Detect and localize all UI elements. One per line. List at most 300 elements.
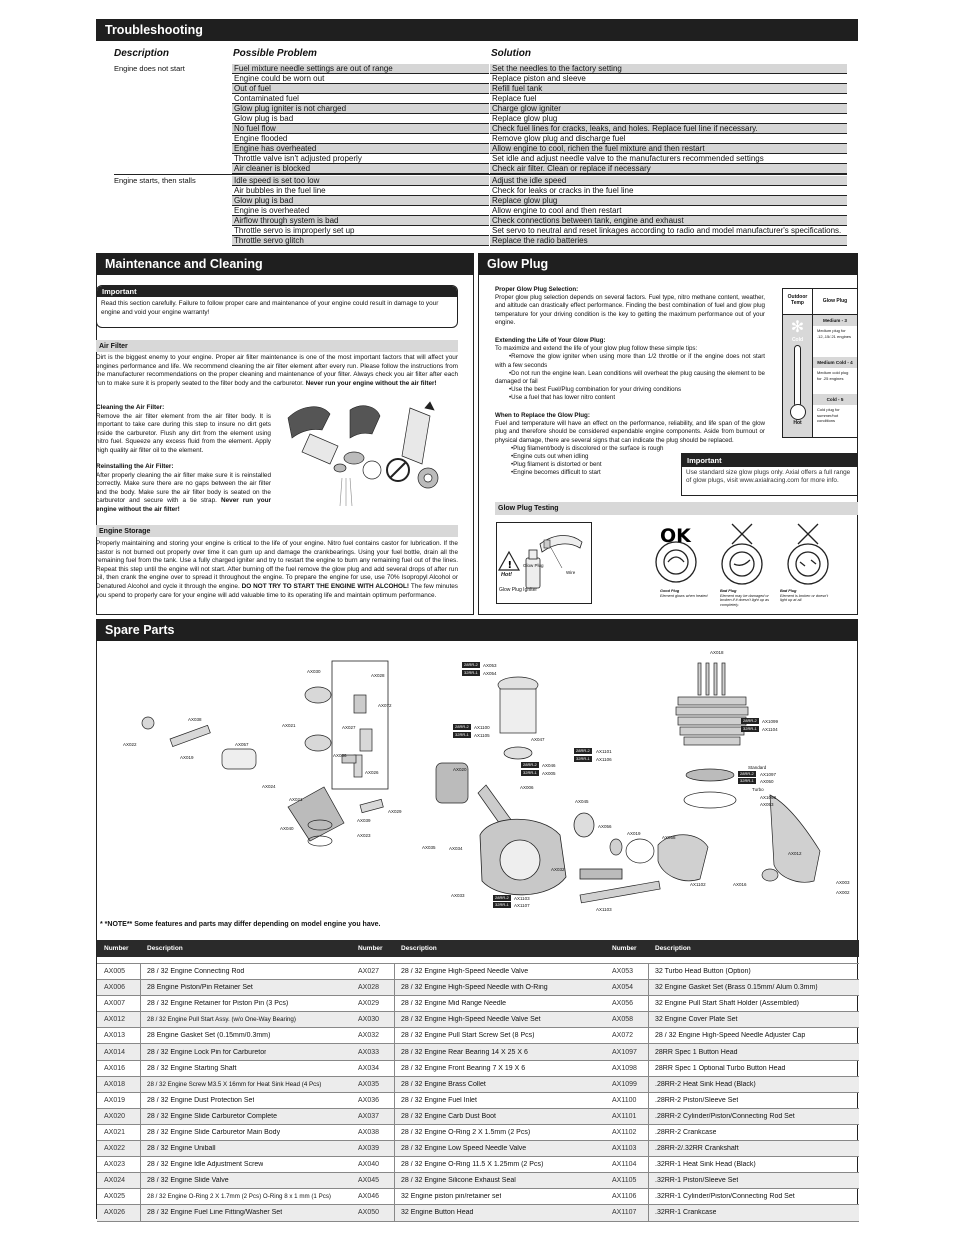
solution: Remove glow plug and discharge fuel — [490, 134, 847, 144]
part-row — [351, 980, 605, 996]
part-callout: AX030 — [307, 669, 321, 674]
part-number: AX056 — [605, 996, 649, 1011]
plug-state — [660, 589, 722, 598]
troubleshooting-row — [96, 74, 858, 84]
part-description: .32RR-1 Heat Sink Head (Black) — [655, 1161, 756, 1169]
replace-tip: •Plug filament is distorted or bent — [511, 461, 602, 469]
part-description: .32RR-1 Cylinder/Piston/Connecting Rod Set — [655, 1193, 795, 1201]
part-callout: AX053 — [483, 663, 497, 668]
part-description: 28 / 32 Engine Starting Shaft — [147, 1064, 237, 1072]
part-description: 28 / 32 Engine Slide Carburetor Main Body — [147, 1128, 281, 1136]
part-row — [97, 1125, 351, 1141]
air-filter-illustration — [280, 398, 465, 516]
part-description: 32 Turbo Head Button (Option) — [655, 968, 751, 976]
part-row — [605, 980, 859, 996]
troubleshooting-row — [96, 144, 858, 154]
possible-problem: Throttle servo is improperly set up — [232, 226, 489, 236]
part-description: 28 Engine Gasket Set (0.15mm/0.3mm) — [147, 1032, 271, 1040]
model-tag: 32RR-1 — [455, 732, 469, 737]
part-row — [97, 996, 351, 1012]
part-row — [351, 1173, 605, 1189]
part-description: .28RR-2 Heat Sink Head (Black) — [655, 1080, 756, 1088]
thermometer — [783, 315, 813, 437]
plug-state-title: Bad Plug — [720, 589, 737, 593]
part-callout: AX039 — [357, 818, 371, 823]
parts-table — [351, 940, 605, 1222]
part-callout: AX024 — [262, 784, 276, 789]
part-callout: AX003 — [836, 880, 850, 885]
part-description: 28 / 32 Engine Uniball — [147, 1145, 216, 1153]
troubleshooting-row — [96, 196, 858, 206]
part-callout: AX027 — [342, 725, 356, 730]
part-callout: AX023 — [357, 833, 371, 838]
number-header: Number — [358, 945, 383, 952]
part-row — [605, 1157, 859, 1173]
part-description: 28 / 32 Engine Screw M3.5 X 16mm for Heat Sink Head (4 Pcs) — [147, 1080, 322, 1088]
part-callout: AX018 — [710, 650, 724, 655]
model-tag: 28RR-2 — [464, 662, 478, 667]
model-tag: 32RR-1 — [495, 902, 509, 907]
possible-problem: Engine flooded — [232, 134, 489, 144]
troubleshooting-row — [96, 64, 858, 74]
part-callout: AX019 — [627, 831, 641, 836]
part-number: AX072 — [605, 1028, 649, 1043]
hot-label: Hot — [793, 420, 802, 426]
possible-problem: Out of fuel — [232, 84, 489, 94]
part-number: AX037 — [351, 1109, 395, 1124]
air-filter-text — [96, 354, 458, 388]
part-number: AX1103 — [605, 1141, 649, 1156]
part-callout: Standard — [748, 765, 767, 770]
model-tag: 28RR-2 — [495, 895, 509, 900]
part-number: AX1098 — [605, 1061, 649, 1076]
plug-grade: Cold - 5 — [813, 394, 857, 405]
description-header: Description — [401, 945, 437, 952]
outdoor-temp-header: Outdoor Temp — [783, 289, 813, 314]
part-row — [97, 1061, 351, 1077]
troubleshooting-row — [96, 114, 858, 124]
part-callout: AX056 — [598, 824, 612, 829]
part-description: 32 Engine Cover Plate Set — [655, 1016, 738, 1024]
solution: Check for leaks or cracks in the fuel line — [490, 186, 847, 196]
troubleshooting-row — [96, 154, 858, 164]
part-description: .28RR-2 Piston/Sleeve Set — [655, 1096, 739, 1104]
part-row — [351, 1205, 605, 1221]
spare-parts-title: Spare Parts — [96, 619, 858, 641]
selection-title: Proper Glow Plug Selection: — [495, 286, 579, 293]
possible-problem: Idle speed is set too low — [232, 176, 489, 186]
part-row — [605, 1109, 859, 1125]
part-row — [605, 1061, 859, 1077]
model-tag: 32RR-1 — [576, 756, 590, 761]
part-description: 28 / 32 Engine Brass Collet — [401, 1080, 486, 1088]
part-callout: AX058 — [662, 835, 676, 840]
part-description: 28 / 32 Engine Silicone Exhaust Seal — [401, 1177, 516, 1185]
glow-plug-testing-label: Glow Plug Testing — [495, 502, 858, 515]
part-callout: AX1107 — [514, 903, 530, 908]
part-description: 28 / 32 Engine Slide Carburetor Complete — [147, 1112, 277, 1120]
part-description: 28 / 32 Engine High-Speed Needle with O-Ring — [401, 984, 548, 992]
part-description: 28 / 32 Engine Idle Adjustment Screw — [147, 1161, 264, 1169]
extend-tip: •Do not run the engine lean. Lean conditions will overheat the plug causing the element to be damaged or fail — [495, 369, 765, 386]
part-row — [605, 1044, 859, 1060]
troubleshooting-title: Troubleshooting — [96, 19, 858, 41]
solution: Replace glow plug — [490, 196, 847, 206]
plug-note: Medium cold plug for .25 engines — [817, 370, 849, 381]
reinstall-section — [96, 463, 271, 515]
part-number: AX030 — [351, 1012, 395, 1027]
part-callout: AX057 — [235, 742, 249, 747]
part-row — [97, 1109, 351, 1125]
part-callout: AX1103 — [514, 896, 530, 901]
model-tag: 28RR-2 — [740, 771, 754, 776]
part-row — [97, 1173, 351, 1189]
extend-tip: •Remove the glow igniter when using more than 1/2 throttle or if the engine does not start with a few seconds — [495, 353, 765, 369]
part-number: AX1099 — [605, 1077, 649, 1092]
part-description: 28 / 32 Engine Dust Protection Set — [147, 1096, 255, 1104]
part-number: AX040 — [351, 1157, 395, 1172]
part-description: 28 / 32 Engine Connecting Rod — [147, 968, 245, 976]
issue-description: Engine does not start — [114, 64, 185, 73]
selection-text: Proper glow plug selection depends on several factors. Fuel type, nitro methane content, weather, and altitude can drastically effect performance. Finding the best combination of fuel and glow plug temperature for your driving condition is the key to getting the maximum performance out of your engine. — [495, 294, 765, 326]
selection-section — [495, 286, 765, 327]
part-row — [351, 964, 605, 980]
part-row — [351, 1141, 605, 1157]
glow-plug-header: Glow Plug — [822, 298, 848, 304]
issue-description: Engine starts, then stalls — [114, 176, 196, 185]
part-number: AX028 — [351, 980, 395, 995]
troubleshooting-row — [96, 124, 858, 134]
glow-igniter-icon — [526, 536, 582, 589]
bad-plug-damaged-icon — [722, 524, 762, 584]
part-number: AX046 — [351, 1189, 395, 1204]
plug-state-title: Bad Plug — [780, 589, 797, 593]
part-callout: AX045 — [575, 799, 589, 804]
possible-problem: No fuel flow — [232, 124, 489, 134]
part-number: AX038 — [351, 1125, 395, 1140]
part-row — [605, 1141, 859, 1157]
solution: Allow engine to cool, richen the fuel mixture and then restart — [490, 144, 847, 154]
extend-tip: •Use a fuel that has lower nitro content — [509, 394, 616, 402]
part-number: AX032 — [351, 1028, 395, 1043]
part-number: AX023 — [97, 1157, 141, 1172]
part-description: 28 / 32 Engine Fuel Line Fitting/Washer Set — [147, 1209, 283, 1217]
glow-important-label: Important — [682, 454, 857, 467]
part-description: 32 Engine Pull Start Shaft Holder (Assembled) — [655, 1000, 799, 1008]
bad-plug-broken-icon — [788, 524, 828, 584]
part-number: AX019 — [97, 1093, 141, 1108]
part-callout: AX040 — [280, 826, 294, 831]
part-number: AX058 — [605, 1012, 649, 1027]
model-tag: 28RR-2 — [455, 724, 469, 729]
extend-title: Extending the Life of Your Glow Plug: — [495, 337, 606, 344]
model-tag: 32RR-1 — [743, 726, 757, 731]
part-number: AX012 — [97, 1012, 141, 1027]
part-number: AX013 — [97, 1028, 141, 1043]
part-callout: AX1102 — [690, 882, 706, 887]
part-number: AX018 — [97, 1077, 141, 1092]
ok-mark: OK — [660, 525, 691, 547]
part-callout: AX006 — [520, 785, 534, 790]
col-possible-problem: Possible Problem — [233, 48, 317, 59]
model-tag: 28RR-2 — [743, 718, 757, 723]
part-callout: AX005 — [542, 771, 556, 776]
part-row — [351, 1157, 605, 1173]
troubleshooting-header — [96, 45, 858, 63]
part-row — [605, 1077, 859, 1093]
troubleshooting-row — [96, 236, 858, 246]
solution: Replace glow plug — [490, 114, 847, 124]
part-row — [351, 996, 605, 1012]
part-row — [605, 964, 859, 980]
troubleshooting-table — [96, 64, 858, 246]
part-description: 28 / 32 Engine Lock Pin for Carburetor — [147, 1048, 267, 1056]
storage-body: Properly maintaining and storing your engine is critical to the life of your engine. Nitro fuel contains castor for lubrication. If the castor is not burned out properly over time it can gum up and damage the crankbearings. Using your fuel bottle, drain all the remaining fuel from the tank. Use a fully charged igniter and try to restart the engine to burn any remaining fuel out of the lines. Repeat this step until the engine will not start. After burning off the fuel remove the glow plug and add several drops of after run oil, then crank the engine over to spread it throughout the engine. To prepare the engine for use, use 70% Isopropyl Alcohol or Denatured Alcohol and cycle it through the engine. — [96, 540, 458, 590]
part-row — [351, 1028, 605, 1044]
replace-title: When to Replace the Glow Plug: — [495, 412, 590, 419]
model-tag: 28RR-2 — [576, 748, 590, 753]
part-callout: AX072 — [378, 703, 392, 708]
part-number: AX1106 — [605, 1189, 649, 1204]
part-callout: AX021 — [282, 723, 296, 728]
part-row — [97, 1141, 351, 1157]
troubleshooting-row — [96, 186, 858, 196]
part-number: AX036 — [351, 1093, 395, 1108]
solution: Refill fuel tank — [490, 84, 847, 94]
part-callout: AX050 — [760, 779, 774, 784]
part-callout: AX053 — [760, 802, 774, 807]
cleaning-text: Remove the air filter element from the air filter body. It is important to take care during this step to insure no dirt gets inside the carburetor. Flush any dirt from the element using nitro fuel. Squeeze any excess fluid from the element. Apply high quality air filter oil to the element. — [96, 412, 271, 454]
part-number: AX006 — [97, 980, 141, 995]
possible-problem: Glow plug is bad — [232, 196, 489, 206]
svg-text:!: ! — [507, 560, 513, 571]
part-description: 28 / 32 Engine Pull Start Screw Set (8 Pcs) — [401, 1032, 535, 1040]
plug-state-note: Element is broken or doesn't light up at all. — [780, 593, 829, 602]
glow-plug-title: Glow Plug — [478, 253, 858, 275]
part-number: AX027 — [351, 964, 395, 979]
plug-note: Cold plug for summer/hot conditions — [817, 407, 840, 423]
part-callout: AX029 — [388, 809, 402, 814]
wire-label: Wire — [566, 570, 576, 575]
part-number: AX1104 — [605, 1157, 649, 1172]
troubleshooting-row — [96, 94, 858, 104]
col-solution: Solution — [491, 48, 531, 59]
glow-important-text: Use standard size glow plugs only. Axial offers a full range of glow plugs, visit www.axialracing.com for more info. — [686, 469, 851, 484]
part-number: AX025 — [97, 1189, 141, 1204]
part-description: .32RR-1 Crankcase — [655, 1209, 717, 1217]
spare-parts-note: * *NOTE** Some features and parts may differ depending on model engine you have. — [100, 921, 381, 928]
part-number: AX1105 — [605, 1173, 649, 1188]
solution: Check fuel lines for cracks, leaks, and holes. Replace fuel line if necessary. — [490, 124, 847, 134]
part-description: 32 Engine piston pin/retainer set — [401, 1193, 502, 1201]
part-description: 28 / 32 Engine Mid Range Needle — [401, 1000, 507, 1008]
part-callout: AX046 — [542, 763, 556, 768]
part-number: AX053 — [605, 964, 649, 979]
part-number: AX1097 — [605, 1044, 649, 1059]
model-tag: 32RR-1 — [464, 670, 478, 675]
part-number: AX1102 — [605, 1125, 649, 1140]
warning-icon — [499, 552, 519, 571]
part-callout: AX032 — [551, 867, 565, 872]
maintenance-important-box — [96, 285, 458, 328]
model-tag: 32RR-1 — [523, 770, 537, 775]
parts-table-header — [97, 940, 351, 957]
part-row — [351, 1125, 605, 1141]
cleaning-title: Cleaning the Air Filter: — [96, 404, 165, 411]
part-number: AX039 — [351, 1141, 395, 1156]
gloved-hand-icon — [288, 406, 380, 438]
part-description: .28RR-2 Cylinder/Piston/Connecting Rod Set — [655, 1112, 795, 1120]
description-header: Description — [655, 945, 691, 952]
extend-intro: To maximize and extend the life of your glow plug follow these simple tips: — [495, 345, 698, 353]
solution: Check connections between tank, engine and exhaust — [490, 216, 847, 226]
solution: Set idle and adjust needle valve to the manufacturers recommended settings — [490, 154, 847, 164]
air-filter-label: Air Filter — [96, 340, 458, 352]
important-label: Important — [97, 286, 457, 297]
part-callout: AX022 — [123, 742, 137, 747]
part-callout: AX026 — [365, 770, 379, 775]
plug-state-title: Good Plug — [660, 589, 680, 593]
extend-tip: •Use the best Fuel/Plug combination for your driving conditions — [509, 386, 682, 394]
air-filter-warning: Never run your engine without the air filter! — [305, 379, 437, 387]
part-callout: AX1104 — [762, 727, 778, 732]
troubleshooting-row — [96, 226, 858, 236]
parts-table — [605, 940, 859, 1222]
part-callout: AX1105 — [474, 733, 490, 738]
igniter-label: Glow Plug Igniter — [499, 587, 538, 593]
part-row — [97, 1157, 351, 1173]
part-description: 28 / 32 Engine Carb Dust Boot — [401, 1112, 496, 1120]
cold-label: Cold — [791, 337, 804, 343]
part-number: AX1107 — [605, 1205, 649, 1220]
part-callout: AX020 — [453, 767, 467, 772]
part-callout: AX1100 — [474, 725, 490, 730]
solution: Replace fuel — [490, 94, 847, 104]
troubleshooting-row — [96, 206, 858, 216]
part-number: AX007 — [97, 996, 141, 1011]
glow-plug-label: Glow Plug — [523, 563, 544, 568]
reinstall-title: Reinstalling the Air Filter: — [96, 463, 174, 470]
plug-grade: Medium - 3 — [813, 315, 857, 326]
part-callout: AX054 — [483, 671, 497, 676]
part-number: AX050 — [351, 1205, 395, 1220]
part-description: 28 / 32 Engine Fuel Inlet — [401, 1096, 477, 1104]
plug-state-note: Element may be damaged or broken if it doesn't light up as completely. — [720, 593, 770, 607]
storage-text — [96, 540, 458, 600]
part-number: AX014 — [97, 1044, 141, 1059]
troubleshooting-row — [96, 164, 858, 174]
description-header: Description — [147, 945, 183, 952]
replace-tip: •Plug filament/body is discolored or the surface is rough — [511, 444, 664, 452]
part-callout: AX002 — [836, 890, 850, 895]
part-description: 28 / 32 Engine Retainer for Piston Pin (3 Pcs) — [147, 1000, 289, 1008]
part-row — [97, 1093, 351, 1109]
replace-text: Fuel and temperature will have an effect on the performance, reliability, and life span of the glow plug and therefore should be considered expendable engine components. Aside from burnout or physical damage, there are several signs that can indicate the plug should be replaced. — [495, 420, 765, 444]
part-row — [97, 980, 351, 996]
part-callout: AX035 — [422, 845, 436, 850]
part-description: 28 / 32 Engine Slide Valve — [147, 1177, 229, 1185]
number-header: Number — [104, 945, 129, 952]
part-number: AX005 — [97, 964, 141, 979]
possible-problem: Throttle servo glitch — [232, 236, 489, 246]
part-description: 32 Engine Gasket Set (Brass 0.15mm/ Alum 0.3mm) — [655, 984, 818, 992]
troubleshooting-row — [96, 104, 858, 114]
part-description: 28 / 32 Engine Rear Bearing 14 X 25 X 6 — [401, 1048, 528, 1056]
part-callout: AX1099 — [762, 719, 779, 724]
reinstall-text: After properly cleaning the air filter make sure it is reinstalled correctly. Make sure there are no gaps between the air filter and the body. Make sure the air filter body is seated on the carburetor and secure with a tie strap. — [96, 471, 271, 505]
solution: Allow engine to cool and then restart — [490, 206, 847, 216]
part-row — [605, 1125, 859, 1141]
part-description: 28 / 32 Engine High-Speed Needle Valve Set — [401, 1016, 541, 1024]
part-number: AX035 — [351, 1077, 395, 1092]
possible-problem: Engine is overheated — [232, 206, 489, 216]
good-plug-icon — [656, 542, 696, 582]
part-row — [97, 964, 351, 980]
part-number: AX034 — [351, 1061, 395, 1076]
part-row — [605, 1028, 859, 1044]
part-row — [351, 1012, 605, 1028]
part-number: AX026 — [97, 1205, 141, 1220]
part-row — [605, 996, 859, 1012]
part-description: .28RR-2 Crankcase — [655, 1128, 717, 1136]
reinstall-warning: Never run your engine without the air filter! — [96, 497, 271, 513]
troubleshooting-row — [96, 134, 858, 144]
part-number: AX033 — [351, 1044, 395, 1059]
part-number: AX054 — [605, 980, 649, 995]
part-row — [351, 1093, 605, 1109]
col-description: Description — [114, 48, 170, 59]
part-callout: AX047 — [531, 737, 545, 742]
possible-problem: Glow plug igniter is not charged — [232, 104, 489, 114]
solution: Set servo to neutral and reset linkages according to radio and model manufacturer's specifications. — [490, 226, 847, 236]
part-number: AX029 — [351, 996, 395, 1011]
part-description: .32RR-1 Piston/Sleeve Set — [655, 1177, 739, 1185]
parts-table-header — [605, 940, 859, 957]
part-description: .28RR-2/.32RR Crankshaft — [655, 1145, 739, 1153]
solution: Replace piston and sleeve — [490, 74, 847, 84]
part-callout: AX028 — [371, 673, 385, 678]
possible-problem: Throttle valve isn't adjusted properly — [232, 154, 489, 164]
part-callout: AX034 — [449, 846, 463, 851]
part-description: 28RR Spec 1 Optional Turbo Button Head — [655, 1064, 786, 1072]
glow-plug-icon — [544, 540, 550, 548]
part-description: 28 Engine Piston/Pin Retainer Set — [147, 984, 253, 992]
possible-problem: Engine could be worn out — [232, 74, 489, 84]
plug-grade: Medium Cold - 4 — [813, 357, 857, 368]
storage-warning: DO NOT TRY TO START THE ENGINE WITH ALCOHOL! — [241, 582, 410, 590]
part-row — [605, 1093, 859, 1109]
air-filter-body: Dirt is the biggest enemy to your engine. Proper air filter maintenance is one of the most important factors that will affect your engines performance and life. We recommend cleaning the air filter element after every run. Please follow the instructions from the manufacturer recommendations on the proper cleaning and maintenance of your filter. Always check you air filter after each run to make sure it is properly seated to the filter body and the carburetor. — [96, 354, 458, 387]
solution: Adjust the idle speed — [490, 176, 847, 186]
parts-table — [97, 940, 351, 1222]
snowflake-icon: ✻ — [790, 319, 805, 336]
possible-problem: Fuel mixture needle settings are out of range — [232, 64, 489, 74]
possible-problem: Airflow through system is bad — [232, 216, 489, 226]
part-row — [97, 1077, 351, 1093]
part-row — [351, 1189, 605, 1205]
part-row — [351, 1061, 605, 1077]
replace-tip: •Engine becomes difficult to start — [511, 469, 601, 477]
part-number: AX020 — [97, 1109, 141, 1124]
plug-state — [720, 589, 772, 607]
part-row — [97, 1189, 351, 1205]
temperature-table — [782, 288, 858, 438]
part-row — [351, 1077, 605, 1093]
solution: Replace the radio batteries — [490, 236, 847, 246]
solution: Set the needles to the factory setting — [490, 64, 847, 74]
part-number: AX1101 — [605, 1109, 649, 1124]
part-description: 28 / 32 Engine Low Speed Needle Valve — [401, 1145, 527, 1153]
